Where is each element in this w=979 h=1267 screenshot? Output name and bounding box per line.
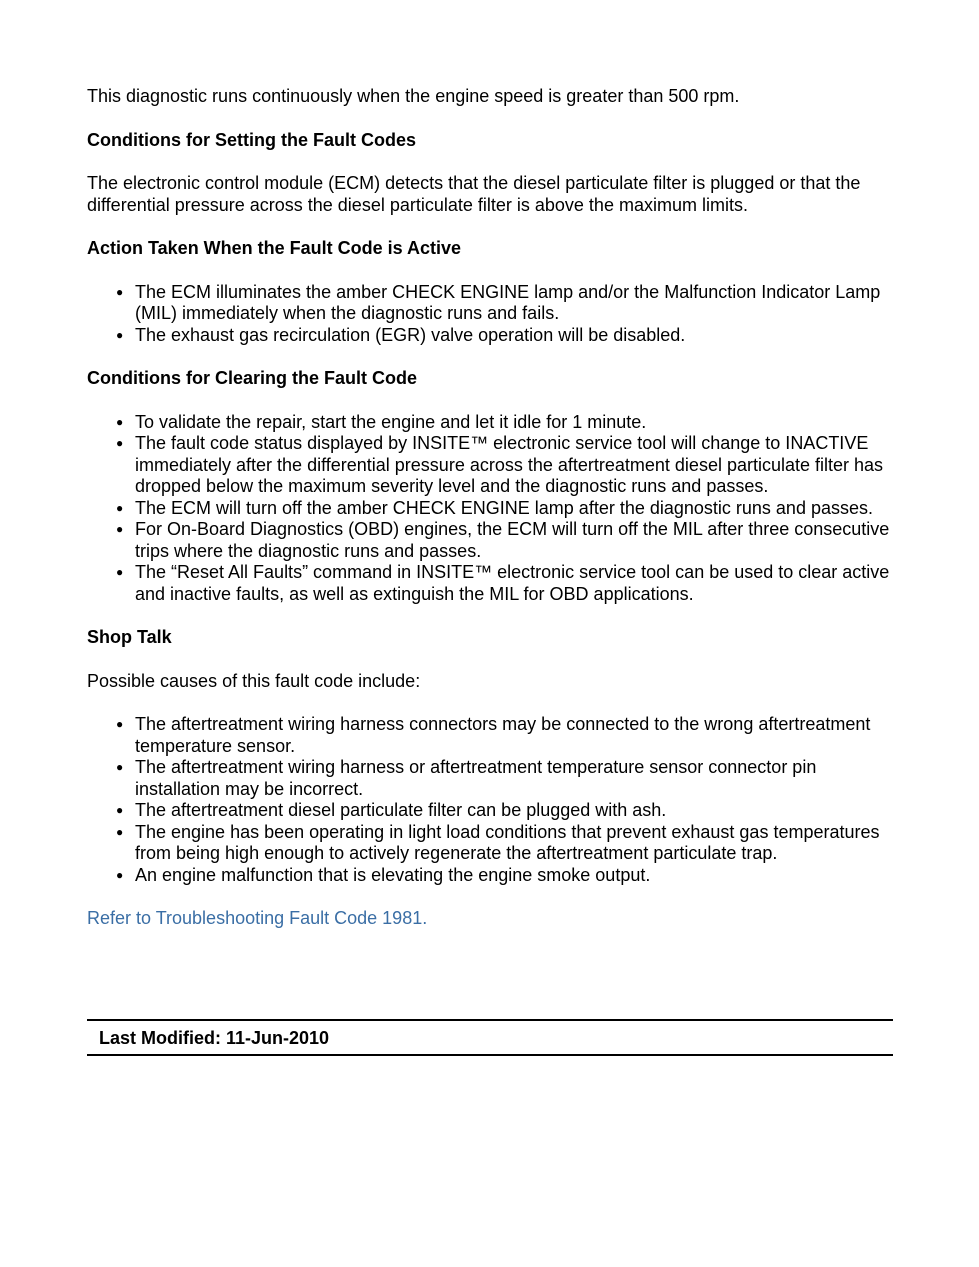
bullet-icon: ● <box>116 760 124 774</box>
action-taken-list <box>87 282 893 347</box>
bullet-icon: ● <box>116 500 124 515</box>
footer-bar <box>87 1019 893 1056</box>
bullet-icon: ● <box>116 803 124 817</box>
list-item: ● The aftertreatment diesel particulate filter can be plugged with ash. <box>116 800 667 820</box>
list-item: ● The ECM illuminates the amber CHECK ENGINE lamp and/or the Malfunction Indicator Lamp (MIL) immediately when the diagnostic runs and fails. <box>116 281 881 323</box>
bullet-icon: ● <box>116 327 124 342</box>
list-item: ● To validate the repair, start the engine and let it idle for 1 minute. <box>116 411 647 432</box>
bullet-icon: ● <box>116 717 124 731</box>
heading-shop-talk: Shop Talk <box>87 627 172 647</box>
bullet-icon: ● <box>116 824 124 839</box>
heading-action-taken: Action Taken When the Fault Code is Active <box>87 238 462 258</box>
heading-clearing-conditions: Conditions for Clearing the Fault Code <box>87 368 417 388</box>
list-item: ● The engine has been operating in light load conditions that prevent exhaust gas temperatures from being high enough to actively regenerate the aftertreatment particulate trap. <box>116 821 880 863</box>
bullet-icon: ● <box>116 565 124 579</box>
list-item: ● For On-Board Diagnostics (OBD) engines, the ECM will turn off the MIL after three consecutive trips where the diagnostic runs and passes. <box>116 519 890 561</box>
list-item: ● The aftertreatment wiring harness connectors may be connected to the wrong aftertreatment temperature sensor. <box>116 714 871 756</box>
list-item: ● The aftertreatment wiring harness or aftertreatment temperature sensor connector pin installation may be incorrect. <box>116 757 817 799</box>
bullet-icon: ● <box>116 522 124 536</box>
document-body <box>87 86 893 930</box>
troubleshooting-fault-code-link[interactable]: Refer to Troubleshooting Fault Code 1981. <box>87 908 428 928</box>
heading-setting-conditions: Conditions for Setting the Fault Codes <box>87 129 416 150</box>
bullet-icon: ● <box>116 436 124 450</box>
list-item: ● The exhaust gas recirculation (EGR) valve operation will be disabled. <box>116 324 686 345</box>
possible-causes-list <box>87 714 893 886</box>
bullet-icon: ● <box>116 284 124 299</box>
list-item: ● The ECM will turn off the amber CHECK ENGINE lamp after the diagnostic runs and passes. <box>116 497 873 518</box>
shop-talk-text: Possible causes of this fault code include: <box>87 670 421 691</box>
list-item: ● The fault code status displayed by INSITE™ electronic service tool will change to INACTIVE immediately after the differential pressure across the aftertreatment diesel particulate filter has dropped below the maximum severity level and the diagnostic runs and passes. <box>116 433 884 496</box>
bullet-icon: ● <box>116 414 124 429</box>
intro-text: This diagnostic runs continuously when the engine speed is greater than 500 rpm. <box>87 86 740 106</box>
list-item: ● The “Reset All Faults” command in INSITE™ electronic service tool can be used to clear active and inactive faults, as well as extinguish the MIL for OBD applications. <box>116 562 890 604</box>
bullet-icon: ● <box>116 867 124 882</box>
last-modified-label: Last Modified: 11-Jun-2010 <box>99 1028 330 1048</box>
clearing-conditions-list <box>87 412 893 606</box>
setting-conditions-text: The electronic control module (ECM) detects that the diesel particulate filter is plugged or that the differential pressure across the diesel particulate filter is above the maximum limits. <box>87 173 861 215</box>
list-item: ● An engine malfunction that is elevating the engine smoke output. <box>116 864 651 885</box>
